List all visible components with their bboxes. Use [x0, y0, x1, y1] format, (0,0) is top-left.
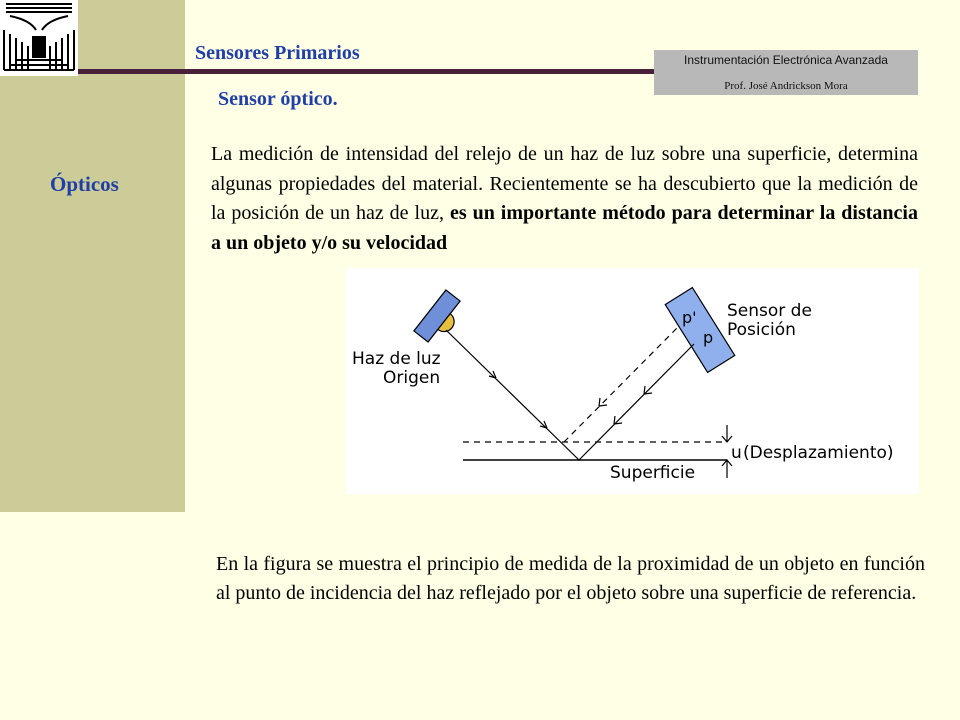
point-p-prime-label: p'	[682, 308, 697, 327]
course-credit-box	[654, 50, 918, 95]
sensor-label-line2: Posición	[727, 320, 796, 340]
point-p-label: p	[703, 328, 714, 347]
sensor-label-line1: Sensor de	[727, 301, 812, 321]
surface-label: Superficie	[610, 463, 696, 483]
source-label-line2: Origen	[383, 368, 441, 388]
optical-sensor-diagram	[346, 268, 919, 494]
intro-paragraph	[211, 140, 918, 258]
source-label-line1: Haz de luz	[352, 349, 441, 369]
incident-beam	[446, 330, 579, 460]
light-source-icon	[414, 290, 468, 348]
intro-paragraph-emphasis: es un importante método para determinar la distancia a un objeto y/o su velocidad	[211, 202, 918, 254]
displaced-reflected-beam	[564, 328, 677, 442]
explanation-paragraph: En la figura se muestra el principio de medida de la proximidad de un objeto en función al punto de incidencia del haz reflejado por el objeto sobre una superficie de referencia.	[216, 553, 925, 604]
institution-logo	[0, 0, 78, 76]
displacement-label: (Desplazamiento)	[743, 443, 894, 463]
professor-name: Prof. José Andrickson Mora	[724, 80, 848, 92]
intro-paragraph-text: La medición de intensidad del relejo de un haz de luz sobre una superficie, determina algunas propiedades del material. Recientemente se ha descubierto que la medición de la posición de un haz de luz,	[211, 143, 918, 224]
sidebar	[0, 0, 185, 512]
section-label: Ópticos	[50, 172, 119, 196]
displacement-symbol: u	[731, 443, 742, 463]
page-subtitle: Sensor óptico.	[218, 88, 338, 110]
course-name: Instrumentación Electrónica Avanzada	[684, 53, 888, 67]
page-title: Sensores Primarios	[195, 42, 360, 64]
reflected-beam	[579, 344, 694, 460]
